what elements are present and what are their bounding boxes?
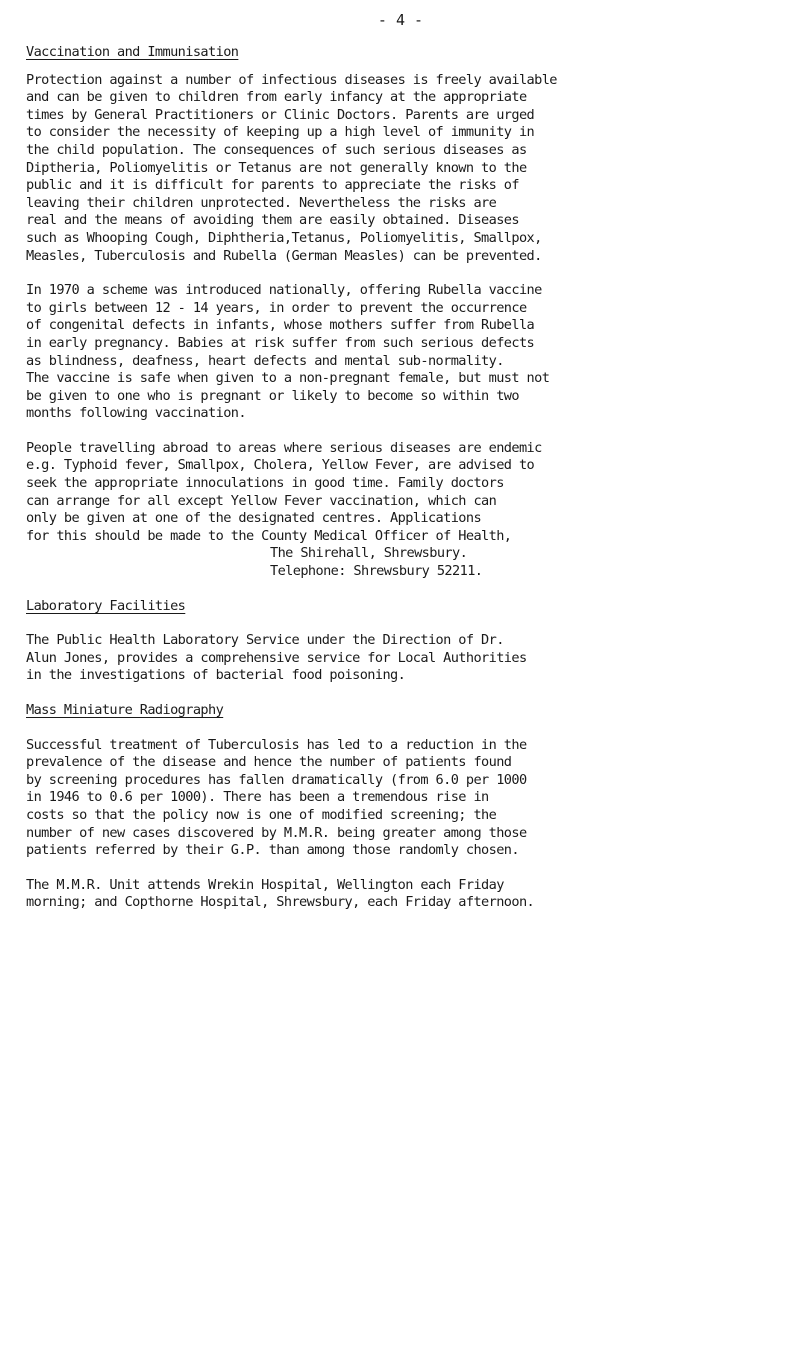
- text-line: as blindness, deafness, heart defects and mental sub-normality.: [26, 352, 504, 369]
- text-line: to girls between 12 - 14 years, in order to prevent the occurrence: [26, 299, 527, 316]
- text-line: Protection against a number of infectious diseases is freely available: [26, 71, 557, 88]
- text-line: can arrange for all except Yellow Fever vaccination, which can: [26, 492, 497, 509]
- text-line: public and it is difficult for parents to appreciate the risks of: [26, 177, 519, 194]
- text-line: in early pregnancy. Babies at risk suffer from such serious defects: [26, 334, 535, 351]
- paragraph-laboratory: [26, 632, 798, 685]
- section-heading-laboratory: Laboratory Facilities: [26, 597, 186, 614]
- text-line: and can be given to children from early infancy at the appropriate: [26, 89, 527, 106]
- section-heading-radiography: Mass Miniature Radiography: [26, 702, 224, 718]
- text-line: Diptheria, Poliomyelitis or Tetanus are not generally known to the: [26, 159, 527, 176]
- text-line: Measles, Tuberculosis and Rubella (German Measles) can be prevented.: [26, 247, 542, 264]
- text-line: e.g. Typhoid fever, Smallpox, Cholera, Yellow Fever, are advised to: [26, 457, 535, 474]
- text-line: in 1946 to 0.6 per 1000). There has been a tremendous rise in: [26, 789, 489, 806]
- paragraph-rubella: [26, 282, 798, 423]
- text-line: costs so that the policy now is one of modified screening; the: [26, 806, 497, 823]
- text-line: patients referred by their G.P. than among those randomly chosen.: [26, 842, 519, 859]
- paragraph-travel: [26, 440, 798, 581]
- paragraph-tuberculosis: [26, 737, 798, 860]
- text-line: The Public Health Laboratory Service under the Direction of Dr.: [26, 632, 504, 649]
- paragraph-protection: [26, 72, 798, 266]
- text-line: The M.M.R. Unit attends Wrekin Hospital, Wellington each Friday: [26, 876, 504, 893]
- text-line: morning; and Copthorne Hospital, Shrewsbury, each Friday afternoon.: [26, 894, 535, 911]
- page-number: - 4 -: [377, 11, 424, 29]
- text-line: times by General Practitioners or Clinic Doctors. Parents are urged: [26, 106, 535, 123]
- text-line: seek the appropriate innoculations in good time. Family doctors: [26, 475, 504, 492]
- document-body: [26, 44, 798, 912]
- paragraph-mmr-unit: [26, 877, 798, 912]
- text-line: The vaccine is safe when given to a non-pregnant female, but must not: [26, 370, 550, 387]
- text-line: leaving their children unprotected. Nevertheless the risks are: [26, 194, 497, 211]
- section-heading-vaccination: Vaccination and Immunisation: [26, 44, 239, 60]
- text-line: such as Whooping Cough, Diphtheria,Tetanus, Poliomyelitis, Smallpox,: [26, 229, 542, 246]
- text-line: In 1970 a scheme was introduced nationally, offering Rubella vaccine: [26, 282, 542, 299]
- text-line: months following vaccination.: [26, 405, 246, 422]
- telephone-line: Telephone: Shrewsbury 52211.: [270, 563, 483, 580]
- text-line: prevalence of the disease and hence the number of patients found: [26, 754, 512, 771]
- text-line: in the investigations of bacterial food poisoning.: [26, 667, 406, 684]
- text-line: Alun Jones, provides a comprehensive service for Local Authorities: [26, 649, 527, 666]
- text-line: to consider the necessity of keeping up a high level of immunity in: [26, 124, 535, 141]
- text-line: be given to one who is pregnant or likely to become so within two: [26, 387, 519, 404]
- text-line: for this should be made to the County Medical Officer of Health,: [26, 527, 512, 544]
- text-line: number of new cases discovered by M.M.R. being greater among those: [26, 824, 527, 841]
- text-line: of congenital defects in infants, whose mothers suffer from Rubella: [26, 317, 535, 334]
- text-line: by screening procedures has fallen dramatically (from 6.0 per 1000: [26, 771, 527, 788]
- text-line: the child population. The consequences of such serious diseases as: [26, 141, 527, 158]
- text-line: real and the means of avoiding them are easily obtained. Diseases: [26, 212, 519, 229]
- text-line: People travelling abroad to areas where serious diseases are endemic: [26, 439, 542, 456]
- text-line: Successful treatment of Tuberculosis has led to a reduction in the: [26, 736, 527, 753]
- address-line: The Shirehall, Shrewsbury.: [270, 545, 468, 562]
- text-line: only be given at one of the designated centres. Applications: [26, 510, 482, 527]
